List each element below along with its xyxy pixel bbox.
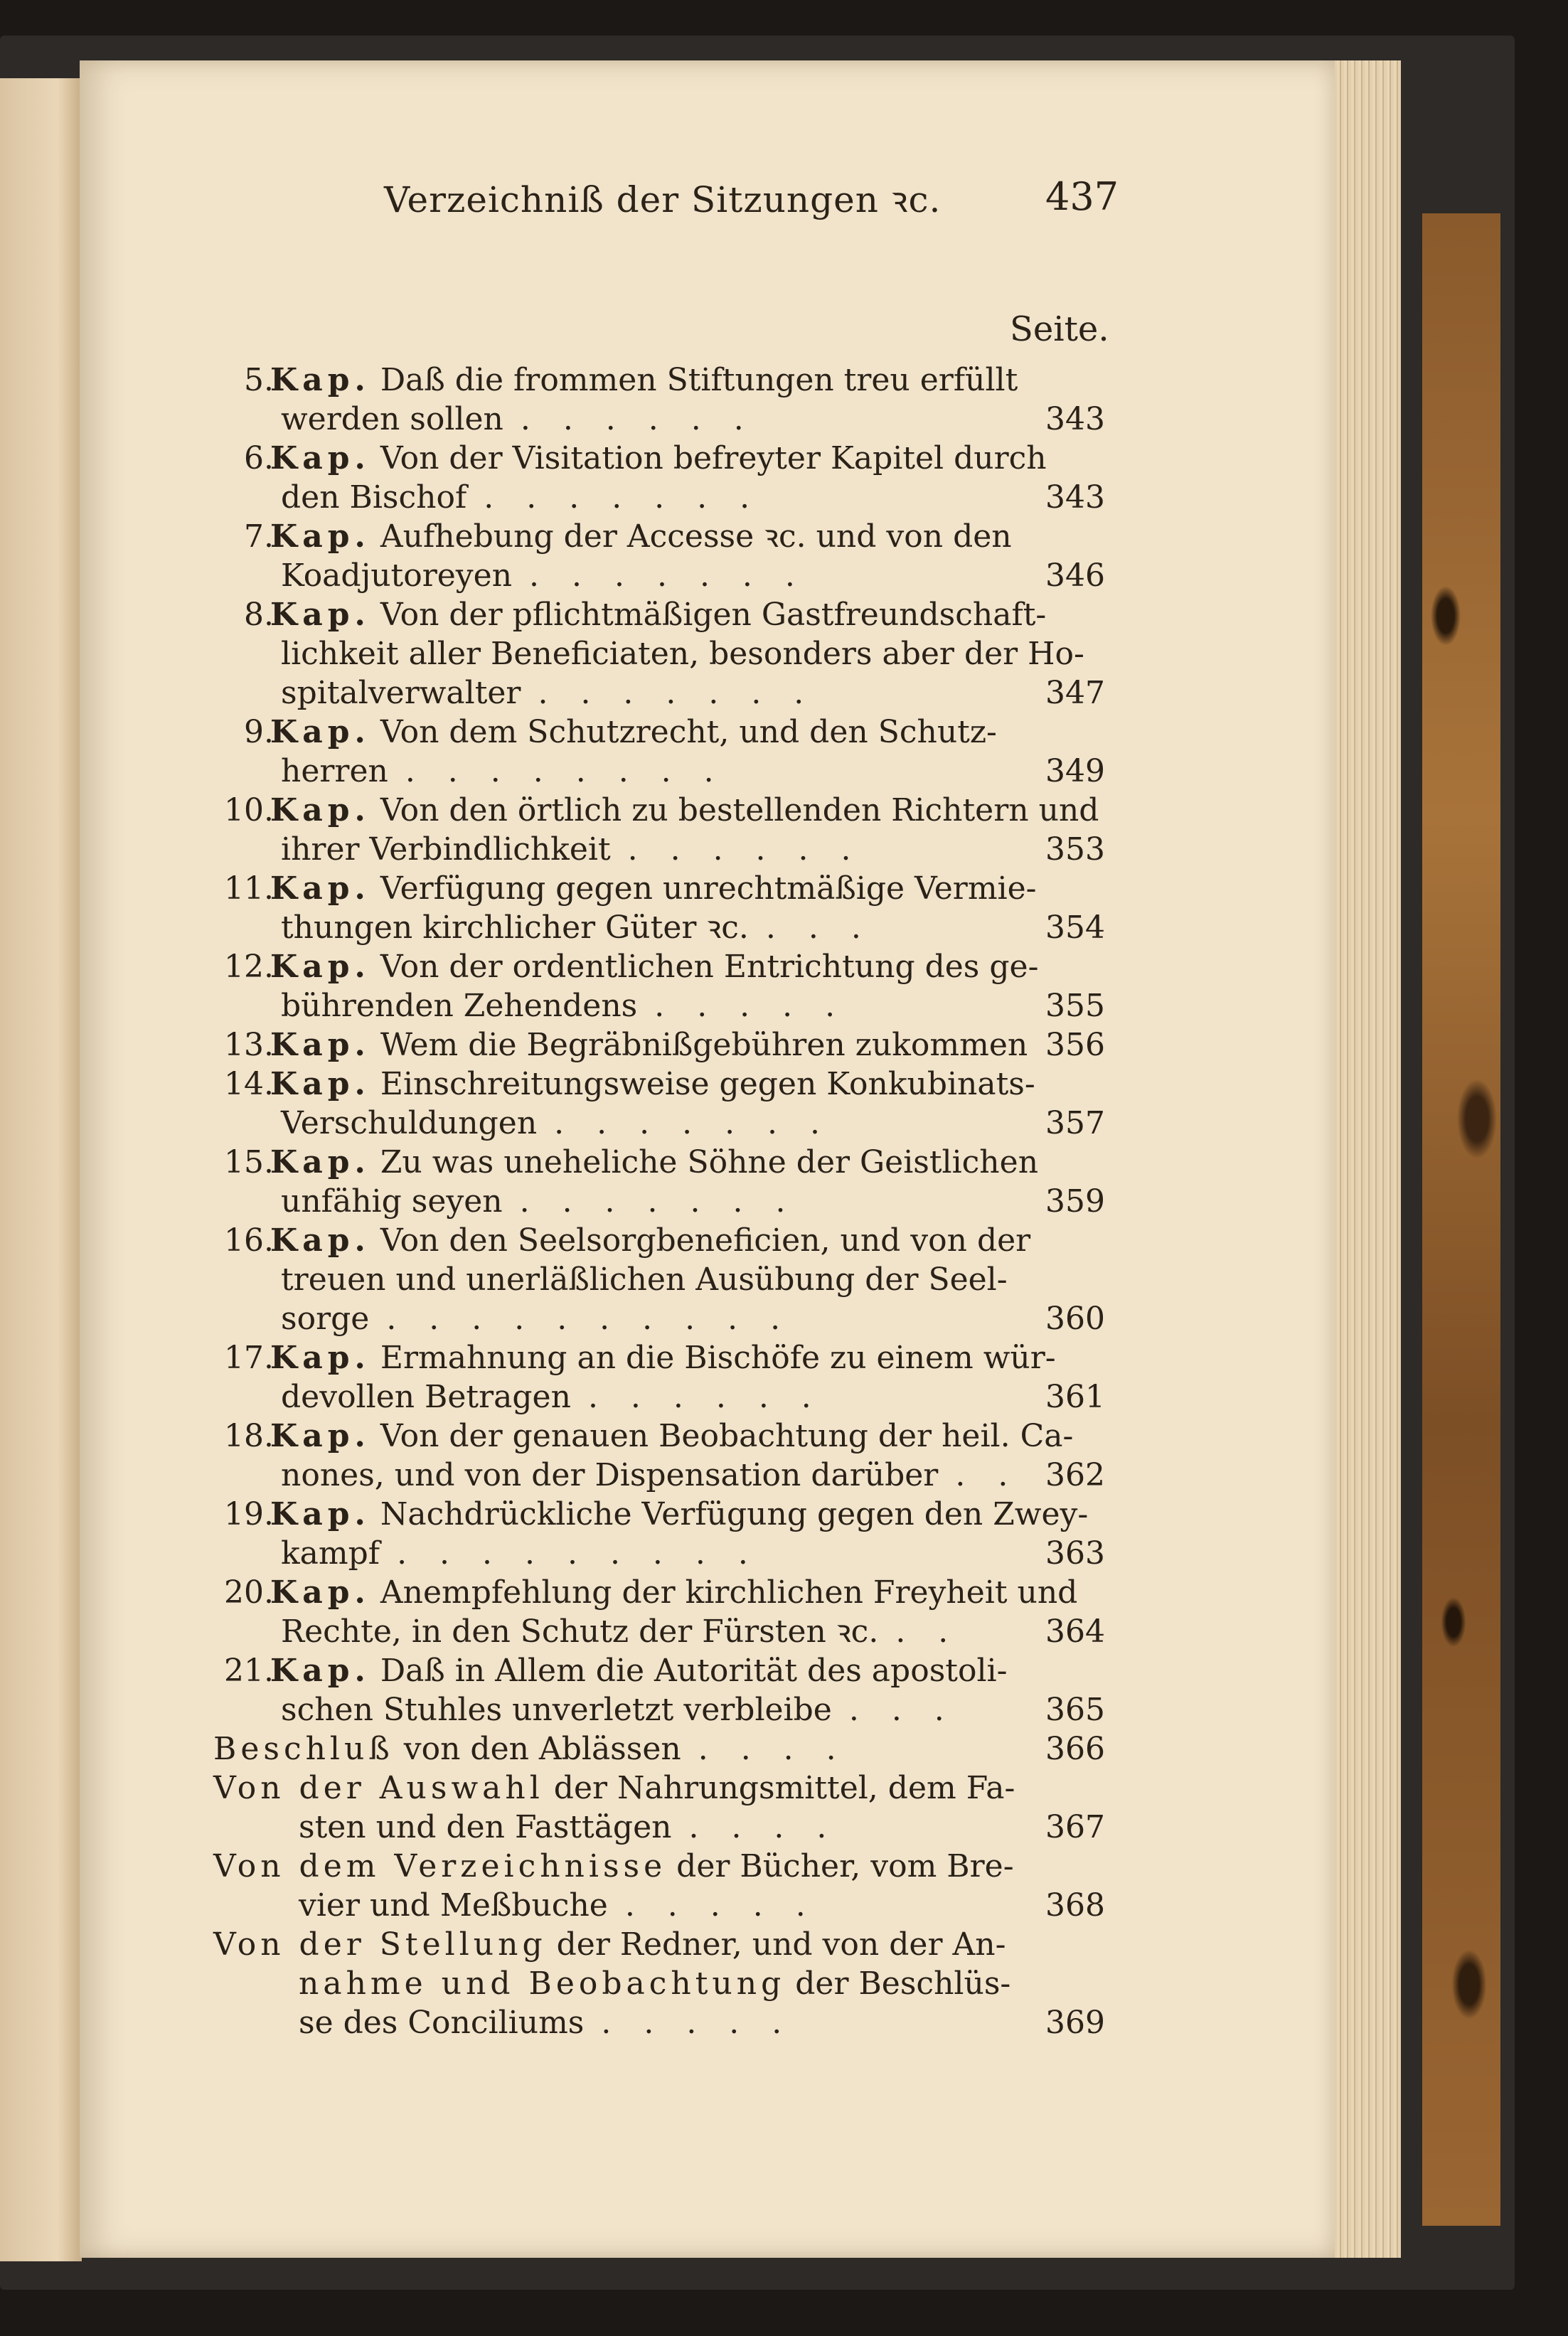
entry-title: Einschreitungsweise gegen Konkubinats-: [380, 1066, 1035, 1102]
toc-line: [0, 1298, 1568, 1340]
entry-continuation: [281, 907, 873, 949]
toc-line: [0, 555, 1568, 597]
entry-number: 16.: [224, 1222, 274, 1259]
entry-text: [270, 359, 1018, 402]
entry-continuation: [281, 672, 815, 715]
entry-number: 5.: [244, 362, 274, 398]
entry-text: [270, 594, 1046, 636]
entry-title: Wem die Begräbnißgebühren zukommen: [380, 1027, 1028, 1063]
entry-title: Von der genauen Beobachtung der heil. Ca-: [380, 1418, 1074, 1454]
leader-dots: . . . . . . .: [519, 1183, 797, 1220]
leader-dots: . . . . . . .: [484, 479, 762, 516]
entry-title-cont: Rechte, in den Schutz der Fürsten ꝛc.: [281, 1614, 879, 1650]
toc-line: [0, 476, 1568, 519]
toc-line: [0, 1493, 1568, 1536]
entry-text: [270, 711, 997, 754]
entry-title: Daß in Allem die Autorität des apostoli-: [380, 1653, 1008, 1689]
entry-number: 19.: [224, 1496, 274, 1532]
entry-title: Von der Visitation befreyter Kapitel durch: [380, 440, 1047, 476]
toc-line: [0, 594, 1568, 636]
leader-dots: . . . . . . .: [529, 558, 806, 594]
entry-text: [270, 516, 1012, 558]
entry-number: 8.: [244, 597, 274, 633]
entry-continuation: [299, 1884, 817, 1927]
entry-title: Von der pflichtmäßigen Gastfreundschaft-: [380, 597, 1047, 633]
leader-dots: . . . . . .: [520, 401, 755, 437]
entry-title: der Redner, und von der An-: [556, 1926, 1006, 1963]
entry-title-cont: treuen und unerläßlichen Ausübung der Seel-: [281, 1262, 1008, 1298]
entry-page: 353: [1045, 831, 1105, 868]
entry-number: 6.: [244, 440, 274, 476]
entry-page: 361: [1045, 1379, 1105, 1415]
entry-title-cont: vier und Meßbuche: [299, 1887, 608, 1924]
entry-title: von den Ablässen: [403, 1731, 681, 1767]
toc-line: [0, 516, 1568, 558]
entry-text: [213, 1767, 1015, 1810]
leader-dots: . . . . .: [654, 988, 847, 1024]
entry-text: [270, 1063, 1035, 1106]
entry-text: [270, 1493, 1088, 1536]
leader-dots: . . .: [765, 910, 873, 946]
entry-title-cont: ihrer Verbindlichkeit: [281, 831, 611, 868]
entry-title-cont: kampf: [281, 1535, 380, 1572]
toc-line: [0, 1220, 1568, 1262]
entry-title: Zu was uneheliche Söhne der Geistlichen: [380, 1144, 1039, 1180]
entry-continuation: [299, 1963, 1010, 2005]
leader-dots: . . . . . . . . . .: [386, 1301, 792, 1337]
toc-line: [0, 750, 1568, 793]
leader-dots: . .: [955, 1457, 1020, 1493]
entry-text: [270, 1024, 1028, 1067]
entry-number: 11.: [224, 870, 274, 907]
entry-number: 9.: [244, 714, 274, 750]
page-number: 437: [1045, 174, 1119, 219]
page-column-label: Seite.: [1010, 309, 1109, 349]
toc-line: [0, 789, 1568, 832]
entry-title-cont: thungen kirchlicher Güter ꝛc.: [281, 910, 749, 946]
entry-title-cont: den Bischof: [281, 479, 467, 516]
toc-line: [0, 711, 1568, 754]
kap-label: Kap.: [270, 1418, 370, 1454]
kap-label: Kap.: [270, 870, 370, 907]
kap-label: Kap.: [270, 518, 370, 555]
kap-label: Kap.: [270, 1066, 370, 1102]
leader-dots: . . . . .: [624, 1887, 817, 1924]
toc-line: [0, 1806, 1568, 1849]
toc-line: [0, 1102, 1568, 1145]
entry-title-cont: sorge: [281, 1301, 370, 1337]
entry-page: 347: [1045, 675, 1105, 711]
entry-title-cont: devollen Betragen: [281, 1379, 571, 1415]
entry-continuation: [281, 398, 755, 441]
entry-number: 7.: [244, 518, 274, 555]
kap-label: Kap.: [270, 1653, 370, 1689]
entry-continuation: [281, 476, 761, 519]
entry-title-cont: schen Stuhles unverletzt verbleibe: [281, 1692, 832, 1728]
entry-number: 21.: [224, 1653, 274, 1689]
entry-title-cont: lichkeit aller Beneficiaten, besonders aber der Ho-: [281, 636, 1084, 672]
entry-title-cont: se des Conciliums: [299, 2005, 585, 2041]
toc-line: [0, 1767, 1568, 1810]
entry-page: 364: [1045, 1614, 1105, 1650]
entry-page: 365: [1045, 1692, 1105, 1728]
kap-label: Kap.: [270, 440, 370, 476]
entry-text: [270, 437, 1047, 480]
entry-title-cont: bührenden Zehendens: [281, 988, 638, 1024]
entry-text: [270, 1220, 1030, 1262]
leader-dots: . . . . . . . . .: [397, 1535, 759, 1572]
entry-title-cont: der Beschlüs-: [795, 1966, 1011, 2002]
entry-text: [270, 946, 1038, 988]
entry-page: 369: [1045, 2005, 1105, 2041]
toc-line: [0, 1689, 1568, 1732]
entry-page: 354: [1045, 910, 1105, 946]
toc-line: [0, 1884, 1568, 1927]
toc-line: [0, 359, 1568, 402]
entry-page: 355: [1045, 988, 1105, 1024]
toc-line: [0, 398, 1568, 441]
section-heading: nahme und Beobachtung: [299, 1966, 786, 2002]
entry-text: [213, 1845, 1014, 1888]
entry-title: der Nahrungsmittel, dem Fa-: [553, 1770, 1015, 1806]
toc-line: [0, 672, 1568, 715]
kap-label: Kap.: [270, 792, 370, 828]
section-heading: Von der Stellung: [213, 1926, 547, 1963]
toc-line: [0, 1963, 1568, 2005]
entry-number: 14.: [224, 1066, 274, 1102]
toc-line: [0, 1572, 1568, 1614]
entry-number: 12.: [224, 949, 274, 985]
entry-title: Ermahnung an die Bischöfe zu einem wür-: [380, 1340, 1056, 1376]
toc-line: [0, 1259, 1568, 1301]
toc-line: [0, 633, 1568, 676]
entry-continuation: [281, 1180, 796, 1223]
toc-line: [0, 1180, 1568, 1223]
toc-line: [0, 1454, 1568, 1497]
entry-text: [213, 1728, 848, 1771]
entry-continuation: [299, 2002, 793, 2044]
leader-dots: . . . . . . . .: [405, 753, 725, 789]
entry-title: Von den örtlich zu bestellenden Richtern und: [380, 792, 1099, 828]
entry-page: 357: [1045, 1105, 1105, 1141]
leader-dots: . . . . . .: [627, 831, 863, 868]
entry-text: [270, 1572, 1077, 1614]
kap-label: Kap.: [270, 949, 370, 985]
leader-dots: . . . . .: [601, 2005, 794, 2041]
entry-continuation: [281, 1611, 959, 1653]
toc-line: [0, 1376, 1568, 1419]
entry-page: 360: [1045, 1301, 1105, 1337]
section-heading: Beschluß: [213, 1731, 394, 1767]
kap-label: Kap.: [270, 1027, 370, 1063]
toc-line: [0, 828, 1568, 871]
leader-dots: . . . .: [688, 1809, 838, 1845]
leader-dots: . . . . . .: [587, 1379, 823, 1415]
entry-title: Nachdrückliche Verfügung gegen den Zwey-: [380, 1496, 1089, 1532]
entry-page: 346: [1045, 558, 1105, 594]
kap-label: Kap.: [270, 714, 370, 750]
entry-page: 343: [1045, 401, 1105, 437]
toc-line: [0, 1611, 1568, 1653]
entry-number: 15.: [224, 1144, 274, 1180]
entry-text: [270, 789, 1099, 832]
kap-label: Kap.: [270, 1222, 370, 1259]
entry-page: 356: [1045, 1027, 1105, 1063]
leader-dots: . . . . . . .: [554, 1105, 831, 1141]
entry-page: 349: [1045, 753, 1105, 789]
entry-title: Von den Seelsorgbeneficien, und von der: [380, 1222, 1031, 1259]
toc-line: [0, 1845, 1568, 1888]
leader-dots: . . . .: [698, 1731, 848, 1767]
entry-title-cont: Verschuldungen: [281, 1105, 538, 1141]
entry-page: 368: [1045, 1887, 1105, 1924]
entry-title-cont: unfähig seyen: [281, 1183, 503, 1220]
toc-line: [0, 868, 1568, 910]
entry-page: 343: [1045, 479, 1105, 516]
entry-continuation: [281, 828, 863, 871]
entry-text: [213, 1924, 1006, 1966]
entry-continuation: [281, 1454, 1019, 1497]
entry-continuation: [281, 1102, 831, 1145]
entry-title: Von dem Schutzrecht, und den Schutz-: [380, 714, 997, 750]
toc-line: [0, 2002, 1568, 2044]
entry-continuation: [281, 1298, 791, 1340]
entry-number: 10.: [224, 792, 274, 828]
entry-number: 20.: [224, 1574, 274, 1611]
toc-line: [0, 1063, 1568, 1106]
entry-title-cont: herren: [281, 753, 388, 789]
toc-line: [0, 946, 1568, 988]
toc-line: [0, 1337, 1568, 1380]
entry-title-cont: nones, und von der Dispensation darüber: [281, 1457, 939, 1493]
entry-continuation: [281, 555, 806, 597]
entry-title-cont: Koadjutoreyen: [281, 558, 513, 594]
entry-number: 17.: [224, 1340, 274, 1376]
section-heading: Von dem Verzeichnisse: [213, 1848, 667, 1884]
entry-continuation: [299, 1806, 838, 1849]
toc-line: [0, 1728, 1568, 1771]
entry-text: [270, 1141, 1038, 1184]
entry-page: 359: [1045, 1183, 1105, 1220]
entry-page: 363: [1045, 1535, 1105, 1572]
toc-line: [0, 907, 1568, 949]
entry-continuation: [281, 750, 725, 793]
entry-text: [270, 1650, 1007, 1692]
leader-dots: . . . . . . .: [538, 675, 816, 711]
entry-title-cont: sten und den Fasttägen: [299, 1809, 672, 1845]
toc-line: [0, 1924, 1568, 1966]
toc-line: [0, 1415, 1568, 1458]
entry-continuation: [281, 985, 846, 1028]
leader-dots: . .: [895, 1614, 960, 1650]
entry-title: Verfügung gegen unrechtmäßige Vermie-: [380, 870, 1037, 907]
leader-dots: . . .: [848, 1692, 956, 1728]
entry-title-cont: spitalverwalter: [281, 675, 521, 711]
kap-label: Kap.: [270, 1574, 370, 1611]
kap-label: Kap.: [270, 362, 370, 398]
entry-title: der Bücher, vom Bre-: [676, 1848, 1014, 1884]
toc-line: [0, 437, 1568, 480]
entry-page: 366: [1045, 1731, 1105, 1767]
toc-line: [0, 1532, 1568, 1575]
kap-label: Kap.: [270, 597, 370, 633]
entry-page: 367: [1045, 1809, 1105, 1845]
entry-number: 18.: [224, 1418, 274, 1454]
entry-continuation: [281, 1689, 956, 1732]
entry-text: [270, 1337, 1056, 1380]
entry-continuation: [281, 1532, 759, 1575]
entry-page: 362: [1045, 1457, 1105, 1493]
entry-text: [270, 1415, 1073, 1458]
kap-label: Kap.: [270, 1340, 370, 1376]
entry-title: Aufhebung der Accesse ꝛc. und von den: [380, 518, 1012, 555]
entry-title-cont: werden sollen: [281, 401, 503, 437]
running-header: Verzeichniß der Sitzungen ꝛc.: [384, 179, 942, 220]
entry-text: [270, 868, 1037, 910]
toc-line: [0, 1141, 1568, 1184]
entry-number: 13.: [224, 1027, 274, 1063]
kap-label: Kap.: [270, 1496, 370, 1532]
toc-line: [0, 1024, 1568, 1067]
kap-label: Kap.: [270, 1144, 370, 1180]
entry-title: Daß die frommen Stiftungen treu erfüllt: [380, 362, 1018, 398]
toc-line: [0, 985, 1568, 1028]
entry-continuation: [281, 1376, 823, 1419]
entry-title: Anempfehlung der kirchlichen Freyheit und: [380, 1574, 1078, 1611]
entry-title: Von der ordentlichen Entrichtung des ge-: [380, 949, 1039, 985]
section-heading: Von der Auswahl: [213, 1770, 544, 1806]
toc-line: [0, 1650, 1568, 1692]
